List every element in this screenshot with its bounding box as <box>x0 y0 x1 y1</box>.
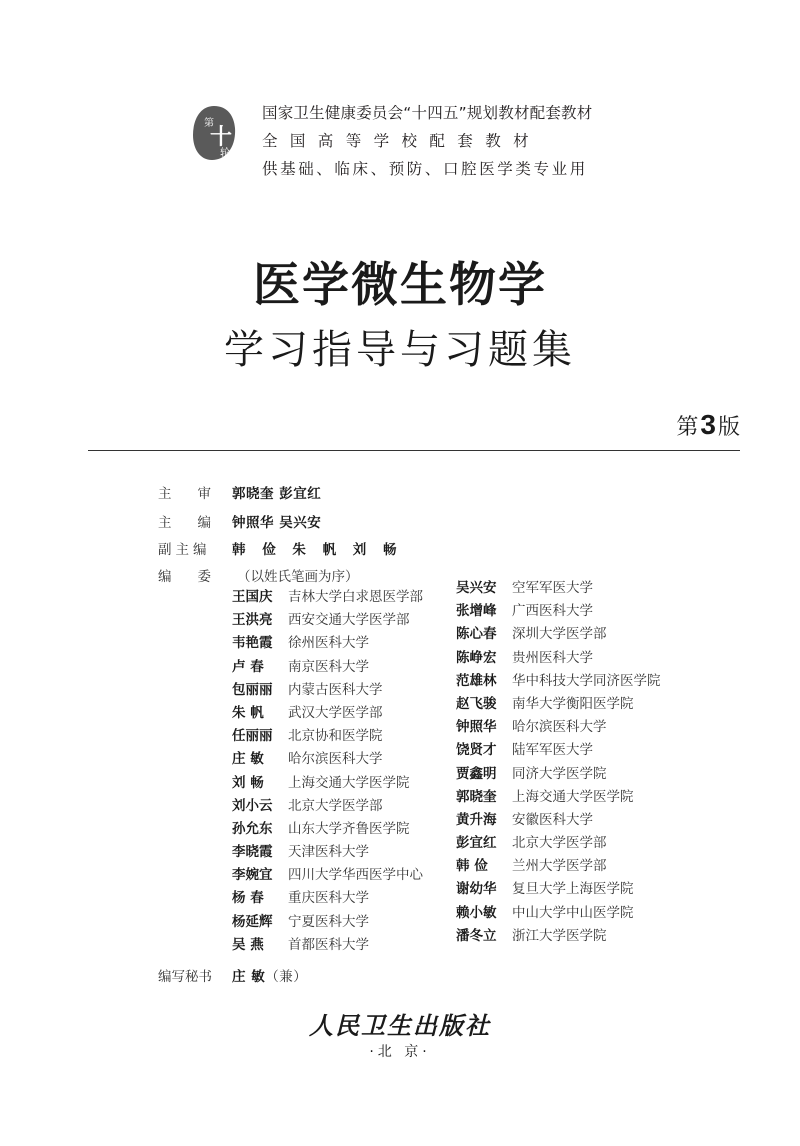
committee-member <box>232 748 423 771</box>
member-affiliation: 北京大学医学部 <box>288 797 383 814</box>
committee-member <box>456 716 661 739</box>
committee-member <box>232 795 423 818</box>
member-affiliation: 北京协和医学院 <box>288 728 383 745</box>
member-name: 李婉宜 <box>232 867 273 884</box>
member-name: 吴 燕 <box>232 936 264 953</box>
member-name: 彭宜红 <box>456 835 497 852</box>
member-name: 庄 敏 <box>232 751 264 768</box>
member-affiliation: 上海交通大学医学院 <box>288 774 410 791</box>
committee-member <box>456 693 661 716</box>
member-affiliation: 兰州大学医学部 <box>512 858 607 875</box>
member-name: 谢幼华 <box>456 881 497 898</box>
committee-member <box>456 925 661 948</box>
member-affiliation: 中山大学中山医学院 <box>512 904 634 921</box>
member-name: 潘冬立 <box>456 927 497 944</box>
member-name: 韦艳霞 <box>232 635 273 652</box>
series-line-audience: 供基础、临床、预防、口腔医学类专业用 <box>262 160 588 178</box>
committee-member <box>456 600 661 623</box>
committee-member <box>456 763 661 786</box>
member-name: 韩 俭 <box>456 858 488 875</box>
committee-member <box>232 609 423 632</box>
member-affiliation: 武汉大学医学部 <box>288 704 383 721</box>
series-line-nationwide: 全国高等学校配套教材 <box>262 132 542 150</box>
committee-member <box>232 887 423 910</box>
vice-editor-names: 韩 俭 朱 帆 刘 畅 <box>232 542 399 558</box>
committee-member <box>456 739 661 762</box>
member-affiliation: 华中科技大学同济医学院 <box>512 672 661 689</box>
member-name: 张增峰 <box>456 603 497 620</box>
member-name: 朱 帆 <box>232 704 264 721</box>
member-name: 黄升海 <box>456 811 497 828</box>
publisher-logo: 人民卫生出版社 <box>309 1011 491 1040</box>
member-name: 王洪亮 <box>232 612 273 629</box>
series-line-planning: 国家卫生健康委员会“十四五”规划教材配套教材 <box>262 104 593 122</box>
member-name: 卢 春 <box>232 658 264 675</box>
role-label-editor: 主编 <box>158 515 237 531</box>
badge-char: 轮 <box>220 148 230 159</box>
member-name: 李晓霞 <box>232 844 273 861</box>
committee-member <box>232 586 423 609</box>
committee-member <box>456 902 661 925</box>
committee-member <box>456 623 661 646</box>
edition-label <box>676 409 740 441</box>
role-label-committee <box>158 565 359 585</box>
book-subtitle: 学习指导与习题集 <box>224 327 576 373</box>
chief-reviewer-names: 郭晓奎 彭宜红 <box>232 486 322 502</box>
member-name: 范雄林 <box>456 672 497 689</box>
divider-rule <box>88 450 740 451</box>
member-name: 陈心春 <box>456 626 497 643</box>
member-name: 吴兴安 <box>456 580 497 596</box>
committee-member <box>456 878 661 901</box>
committee-label: 编委 <box>158 569 237 585</box>
member-name: 赖小敏 <box>456 904 497 921</box>
secretary-name: 庄 敏 <box>232 969 266 985</box>
member-name: 刘小云 <box>232 797 273 814</box>
member-affiliation: 复旦大学上海医学院 <box>512 881 634 898</box>
member-affiliation: 天津医科大学 <box>288 844 369 861</box>
committee-member <box>232 725 423 748</box>
member-affiliation: 广西医科大学 <box>512 603 593 620</box>
member-affiliation: 吉林大学白求恩医学部 <box>288 589 423 605</box>
member-name: 陈峥宏 <box>456 649 497 666</box>
committee-list-left <box>232 586 423 957</box>
member-affiliation: 空军军医大学 <box>512 580 593 596</box>
member-affiliation: 南京医科大学 <box>288 658 369 675</box>
member-affiliation: 上海交通大学医学院 <box>512 788 634 805</box>
member-affiliation: 内蒙古医科大学 <box>288 681 383 698</box>
member-affiliation: 陆军军医大学 <box>512 742 593 759</box>
secretary-note: （兼） <box>265 969 308 985</box>
member-name: 刘 畅 <box>232 774 264 791</box>
committee-member <box>232 772 423 795</box>
member-affiliation: 深圳大学医学部 <box>512 626 607 643</box>
committee-member <box>232 934 423 957</box>
badge-char: 十 <box>210 124 233 150</box>
committee-member <box>232 841 423 864</box>
member-affiliation: 安徽医科大学 <box>512 811 593 828</box>
member-name: 任丽丽 <box>232 728 273 745</box>
committee-member <box>456 647 661 670</box>
member-name: 贾鑫明 <box>456 765 497 782</box>
member-affiliation: 宁夏医科大学 <box>288 913 369 930</box>
committee-member <box>232 818 423 841</box>
committee-member <box>456 786 661 809</box>
member-affiliation: 同济大学医学院 <box>512 765 607 782</box>
committee-member <box>456 577 661 600</box>
member-affiliation: 南华大学衡阳医学院 <box>512 695 634 712</box>
member-name: 饶贤才 <box>456 742 497 759</box>
secretary-name-line <box>232 965 307 985</box>
committee-order-note: （以姓氏笔画为序） <box>237 569 359 585</box>
committee-member <box>456 832 661 855</box>
member-name: 钟照华 <box>456 719 497 736</box>
member-name: 王国庆 <box>232 589 273 605</box>
series-badge-icon <box>190 104 238 162</box>
role-label-chief-reviewer: 主审 <box>158 486 237 502</box>
member-affiliation: 北京大学医学部 <box>512 835 607 852</box>
edition-suffix: 版 <box>717 415 740 440</box>
member-name: 孙允东 <box>232 820 273 837</box>
committee-member <box>232 632 423 655</box>
member-affiliation: 四川大学华西医学中心 <box>288 867 423 884</box>
committee-list-right <box>456 577 661 948</box>
member-name: 杨 春 <box>232 890 264 907</box>
member-affiliation: 哈尔滨医科大学 <box>512 719 607 736</box>
member-affiliation: 哈尔滨医科大学 <box>288 751 383 768</box>
edition-number: 3 <box>700 409 716 440</box>
member-affiliation: 浙江大学医学院 <box>512 927 607 944</box>
badge-char: 第 <box>204 118 214 129</box>
member-affiliation: 山东大学齐鲁医学院 <box>288 820 410 837</box>
member-affiliation: 首都医科大学 <box>288 936 369 953</box>
role-label-secretary: 编写秘书 <box>158 969 212 985</box>
book-title: 医学微生物学 <box>253 258 547 313</box>
member-name: 郭晓奎 <box>456 788 497 805</box>
committee-member <box>232 656 423 679</box>
editor-names: 钟照华 吴兴安 <box>232 515 322 531</box>
committee-member <box>456 855 661 878</box>
role-label-vice-editor: 副主编 <box>158 542 211 558</box>
member-name: 杨延辉 <box>232 913 273 930</box>
edition-prefix: 第 <box>676 415 699 440</box>
committee-member <box>232 911 423 934</box>
member-affiliation: 西安交通大学医学部 <box>288 612 410 629</box>
committee-member <box>232 702 423 725</box>
publisher-city: ·北 京· <box>369 1044 431 1060</box>
member-affiliation: 重庆医科大学 <box>288 890 369 907</box>
committee-member <box>232 679 423 702</box>
member-name: 包丽丽 <box>232 681 273 698</box>
committee-member <box>232 864 423 887</box>
member-affiliation: 徐州医科大学 <box>288 635 369 652</box>
member-affiliation: 贵州医科大学 <box>512 649 593 666</box>
committee-member <box>456 670 661 693</box>
committee-member <box>456 809 661 832</box>
member-name: 赵飞骏 <box>456 695 497 712</box>
